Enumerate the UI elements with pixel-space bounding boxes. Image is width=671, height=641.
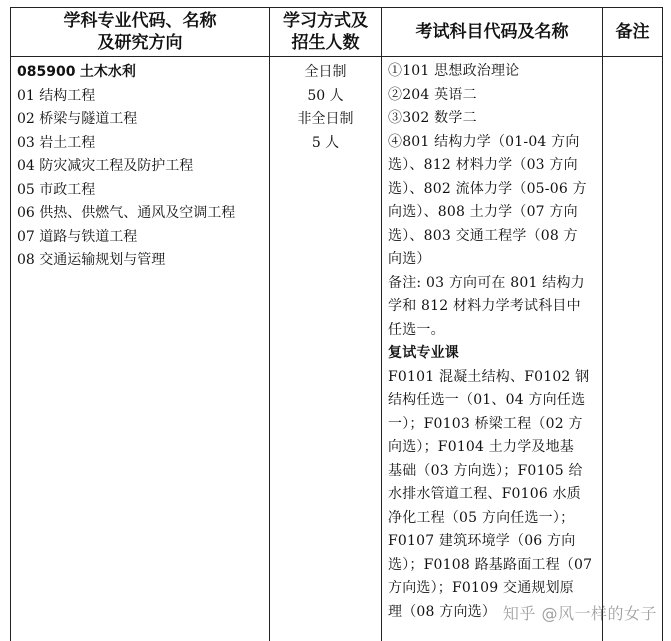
retest-line: 水排水管道工程、F0106 水质: [388, 483, 596, 507]
exam-line: ①101 思想政治理论: [388, 60, 596, 84]
major-title: [17, 61, 269, 85]
study-cell: [270, 57, 382, 641]
direction-item: 07 道路与铁道工程: [17, 226, 269, 250]
exam-line: 学和 812 材料力学考试科目中: [388, 295, 596, 319]
retest-line: 选）；F0108 路基路面工程（07: [388, 554, 596, 578]
direction-item: 03 岩土工程: [17, 132, 269, 156]
watermark: 知乎 @风一样的女子: [503, 601, 657, 624]
header-row: [11, 8, 663, 57]
retest-title: 复试专业课: [388, 342, 596, 366]
table-row: [11, 57, 663, 641]
exam-line: 选）、803 交通工程学（08 方: [388, 225, 596, 249]
retest-line: 方向选）；F0109 交通规划原: [388, 577, 596, 601]
exam-line: 任选一。: [388, 319, 596, 343]
header-exam: 考试科目代码及名称: [382, 8, 603, 57]
header-study-mode: [270, 8, 382, 57]
exam-line: 备注: 03 方向可在 801 结构力: [388, 272, 596, 296]
header-study-line1: 学习方式及: [270, 10, 381, 32]
retest-line: F0107 建筑环境学（06 方向: [388, 530, 596, 554]
retest-line: 基础（03 方向选）；F0105 给: [388, 460, 596, 484]
study-item: 全日制: [270, 61, 381, 85]
admission-table: [10, 7, 663, 641]
study-item: 5 人: [270, 132, 381, 156]
study-item: 非全日制: [270, 108, 381, 132]
major-name: 土木水利: [80, 64, 136, 80]
header-major: [11, 8, 270, 57]
exam-cell: [382, 57, 603, 641]
direction-item: 05 市政工程: [17, 179, 269, 203]
exam-line: ④801 结构力学（01-04 方向: [388, 131, 596, 155]
major-cell: [11, 57, 270, 641]
retest-line: F0101 混凝土结构、F0102 钢: [388, 366, 596, 390]
retest-line: 结构任选一（01、04 方向任选: [388, 389, 596, 413]
direction-item: 02 桥梁与隧道工程: [17, 108, 269, 132]
header-major-line2: 及研究方向: [11, 32, 269, 54]
exam-line: 向选）、808 土力学（07 方向: [388, 201, 596, 225]
header-major-line1: 学科专业代码、名称: [11, 10, 269, 32]
header-remark: 备注: [603, 8, 663, 57]
retest-line: 理（08 方向选）: [388, 601, 596, 625]
exam-line: ③302 数学二: [388, 107, 596, 131]
header-study-line2: 招生人数: [270, 32, 381, 54]
exam-line: 向选）: [388, 248, 596, 272]
exam-line: ②204 英语二: [388, 84, 596, 108]
exam-line: 选）、802 流体力学（05-06 方: [388, 178, 596, 202]
direction-item: 08 交通运输规划与管理: [17, 249, 269, 273]
direction-item: 04 防灾减灾工程及防护工程: [17, 155, 269, 179]
direction-item: 06 供热、供燃气、通风及空调工程: [17, 202, 269, 226]
exam-line: 选）、812 材料力学（03 方向: [388, 154, 596, 178]
major-code: 085900: [17, 64, 75, 80]
remark-cell: [603, 57, 663, 641]
retest-line: 一）；F0103 桥梁工程（02 方: [388, 413, 596, 437]
direction-item: 01 结构工程: [17, 85, 269, 109]
retest-line: 净化工程（05 方向任选一）；: [388, 507, 596, 531]
retest-line: 向选）；F0104 土力学及地基: [388, 436, 596, 460]
study-item: 50 人: [270, 85, 381, 109]
